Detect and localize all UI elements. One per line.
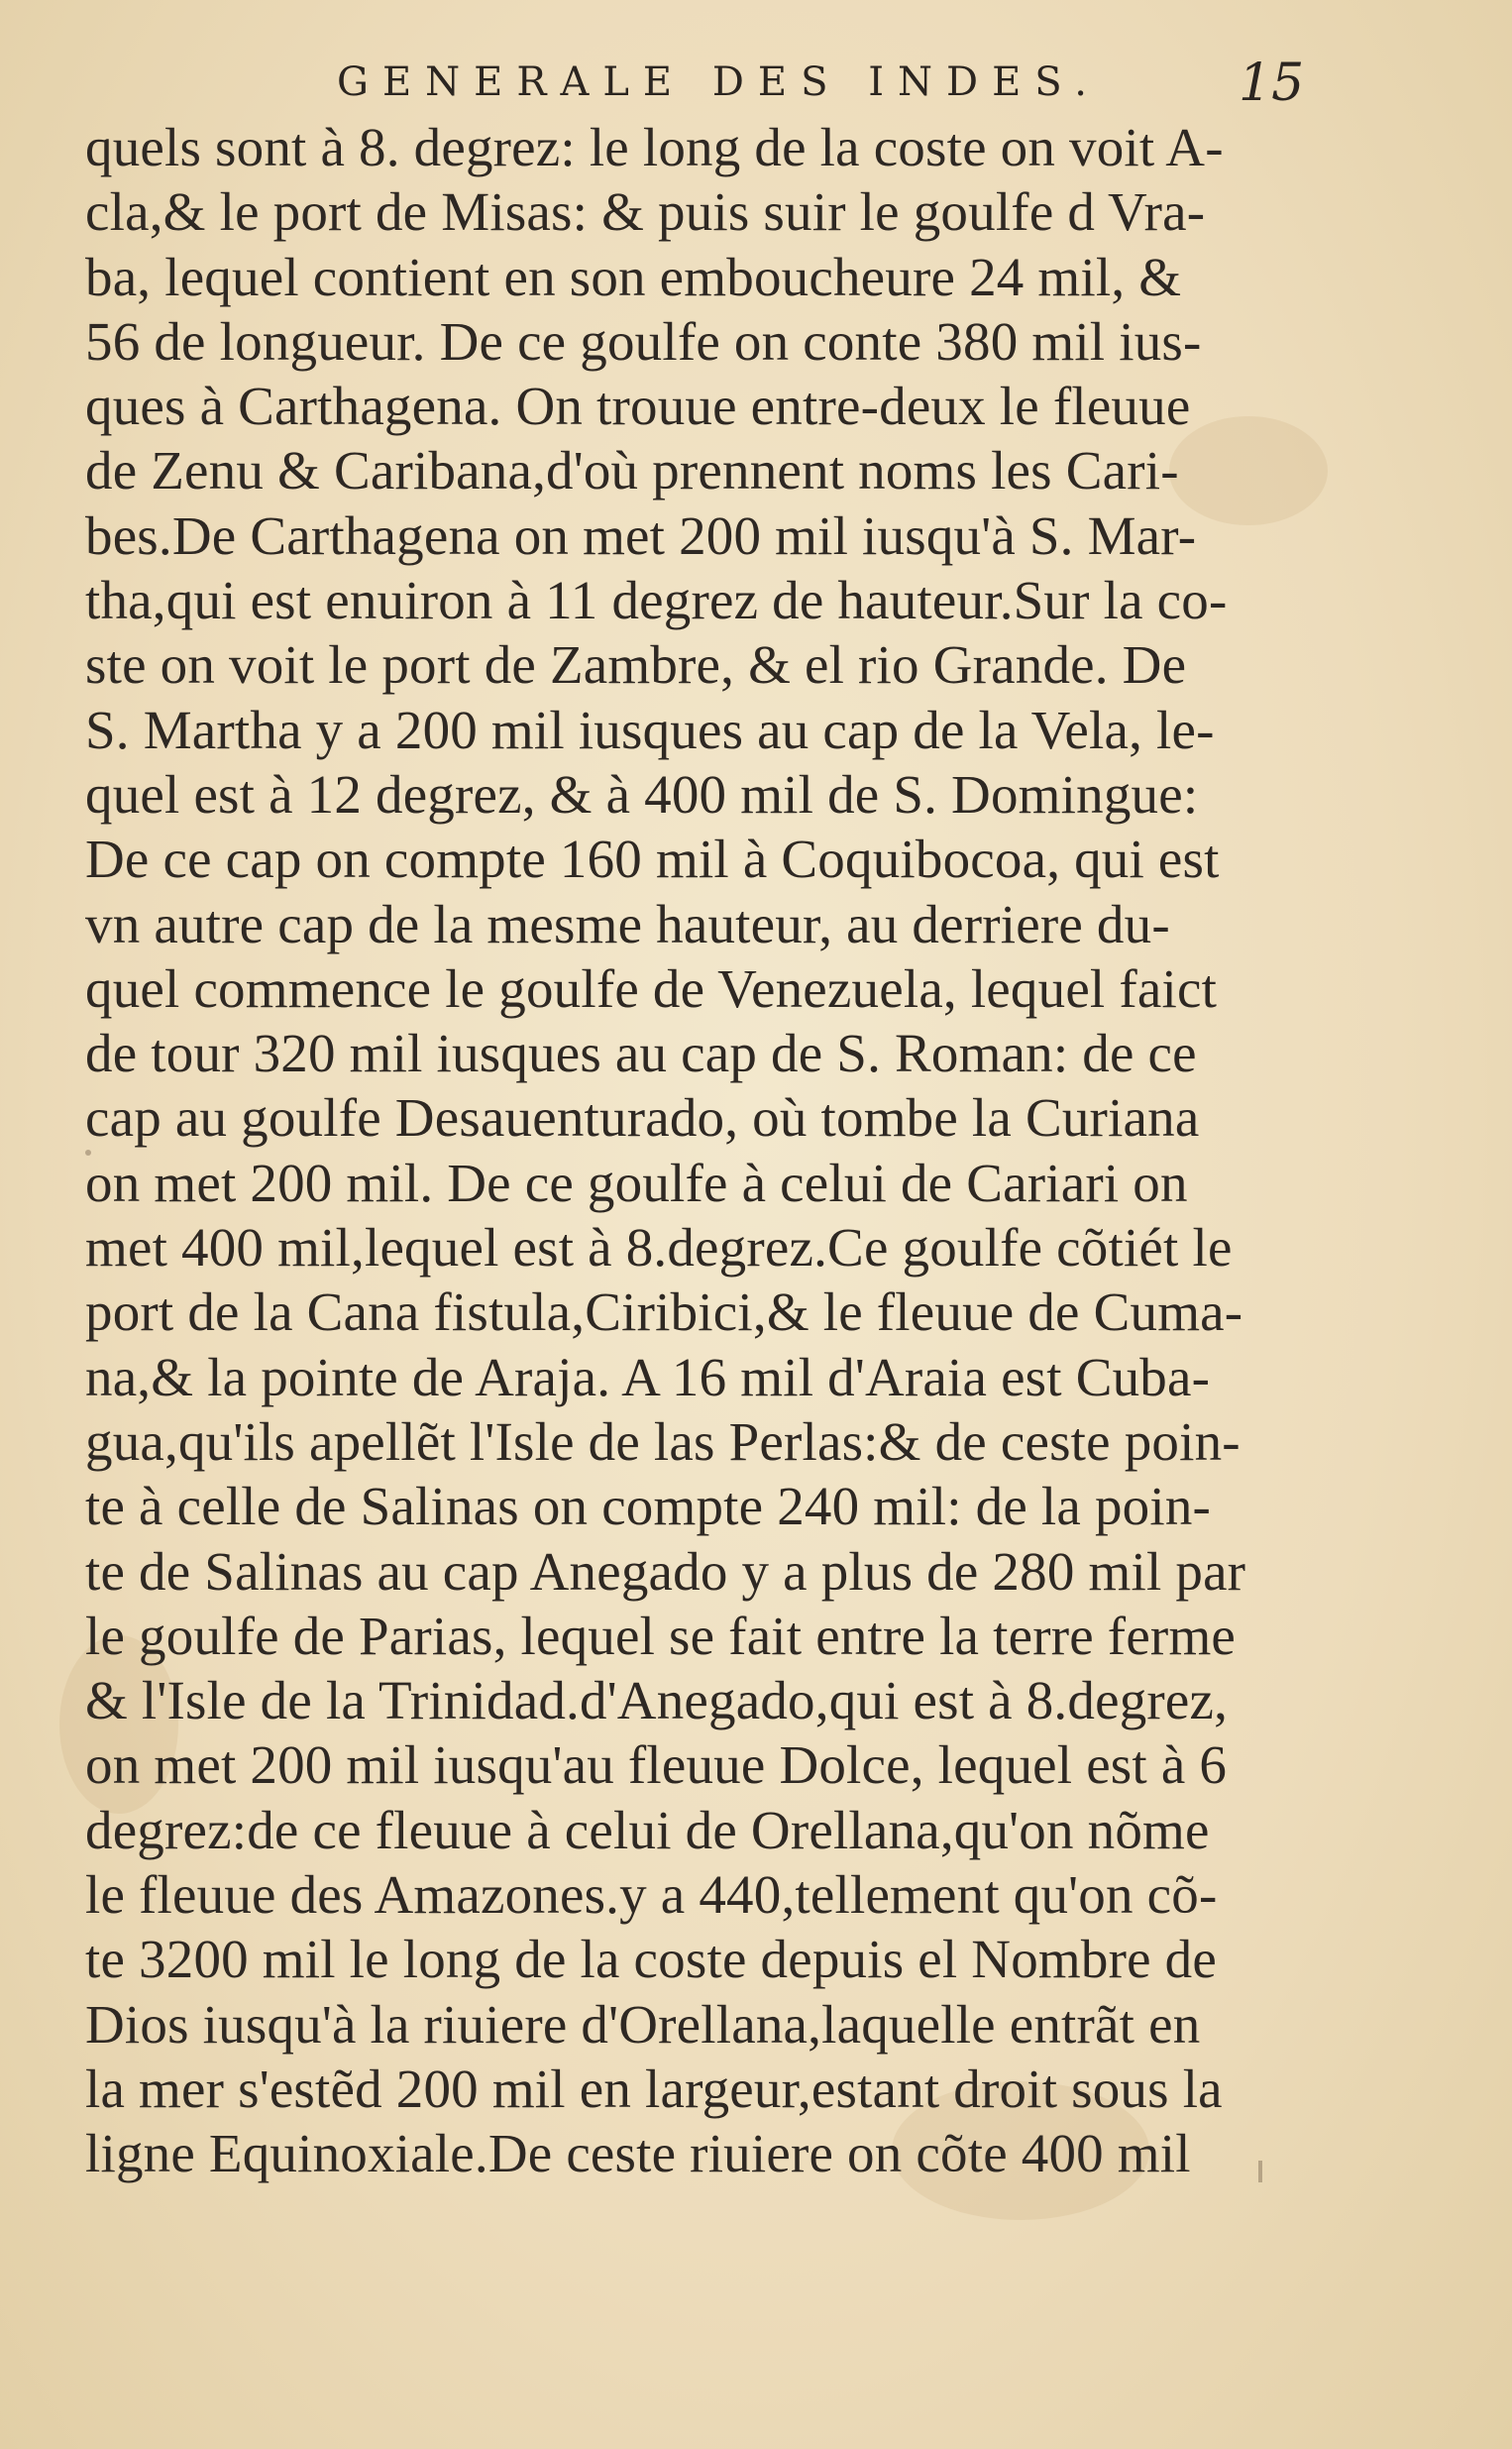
text-line: cap au goulfe Desauenturado, où tombe la Curiana bbox=[85, 1087, 1200, 1149]
text-line: le goulfe de Parias, lequel se fait entre la terre ferme bbox=[85, 1605, 1237, 1666]
text-line: S. Martha y a 200 mil iusques au cap de la Vela, le- bbox=[85, 699, 1215, 760]
text-line: le fleuue des Amazones.y a 440,tellement qu'on cõ- bbox=[85, 1864, 1218, 1926]
text-line: De ce cap on compte 160 mil à Coquibocoa, qui est bbox=[85, 829, 1220, 890]
text-line: vn autre cap de la mesme hauteur, au derriere du- bbox=[85, 893, 1170, 954]
text-line: port de la Cana fistula,Ciribici,& le fleuue de Cuma- bbox=[85, 1281, 1243, 1343]
text-line: ste on voit le port de Zambre, & el rio Grande. De bbox=[85, 634, 1187, 696]
text-line: gua,qu'ils apellẽt l'Isle de las Perlas:& de ceste poin- bbox=[85, 1410, 1241, 1472]
text-line: ligne Equinoxiale.De ceste riuiere on cõte 400 mil bbox=[85, 2123, 1191, 2184]
text-line: met 400 mil,lequel est à 8.degrez.Ce goulfe cõtiét le bbox=[85, 1217, 1233, 1279]
text-line: bes.De Carthagena on met 200 mil iusqu'à S. Mar- bbox=[85, 504, 1197, 566]
text-line: quels sont à 8. degrez: le long de la coste on voit A- bbox=[85, 117, 1224, 177]
ink-speck bbox=[1258, 2161, 1262, 2182]
text-line: te de Salinas au cap Anegado y a plus de 280 mil par bbox=[85, 1540, 1246, 1602]
text-line: on met 200 mil iusqu'au fleuue Dolce, lequel est à 6 bbox=[85, 1734, 1228, 1796]
text-line: on met 200 mil. De ce goulfe à celui de Cariari on bbox=[85, 1152, 1188, 1213]
text-line: Dios iusqu'à la riuiere d'Orellana,laquelle entrãt en bbox=[85, 1993, 1201, 2055]
text-line: quel commence le goulfe de Venezuela, lequel faict bbox=[85, 957, 1218, 1019]
text-line: te à celle de Salinas on compte 240 mil: de la poin- bbox=[85, 1476, 1212, 1537]
body-text bbox=[85, 115, 1314, 2186]
text-line: te 3200 mil le long de la coste depuis el Nombre de bbox=[85, 1929, 1217, 1990]
text-line: cla,& le port de Misas: & puis suir le goulfe d Vra- bbox=[85, 181, 1206, 243]
text-line: degrez:de ce fleuue à celui de Orellana,qu'on nõme bbox=[85, 1799, 1210, 1860]
text-line: de Zenu & Caribana,d'où prennent noms les Cari- bbox=[85, 440, 1179, 501]
text-line: & l'Isle de la Trinidad.d'Anegado,qui est à 8.degrez, bbox=[85, 1670, 1229, 1731]
text-line: 56 de longueur. De ce goulfe on conte 380 mil ius- bbox=[85, 310, 1202, 372]
page-header bbox=[337, 54, 1328, 113]
text-line: quel est à 12 degrez, & à 400 mil de S. Domingue: bbox=[85, 763, 1199, 825]
text-line: de tour 320 mil iusques au cap de S. Roman: de ce bbox=[85, 1023, 1197, 1084]
ink-speck bbox=[85, 1150, 91, 1156]
text-line: na,& la pointe de Araja. A 16 mil d'Araia est Cuba- bbox=[85, 1346, 1211, 1407]
text-line: ba, lequel contient en son emboucheure 24 mil, & bbox=[85, 246, 1182, 307]
text-line: la mer s'estẽd 200 mil en largeur,estant droit sous la bbox=[85, 2058, 1223, 2119]
text-line: tha,qui est enuiron à 11 degrez de hauteur.Sur la co- bbox=[85, 570, 1228, 631]
page-number: 15 bbox=[1239, 54, 1305, 113]
text-line: ques à Carthagena. On trouue entre-deux le fleuue bbox=[85, 376, 1191, 437]
running-title: GENERALE DES INDES. bbox=[337, 59, 1101, 105]
